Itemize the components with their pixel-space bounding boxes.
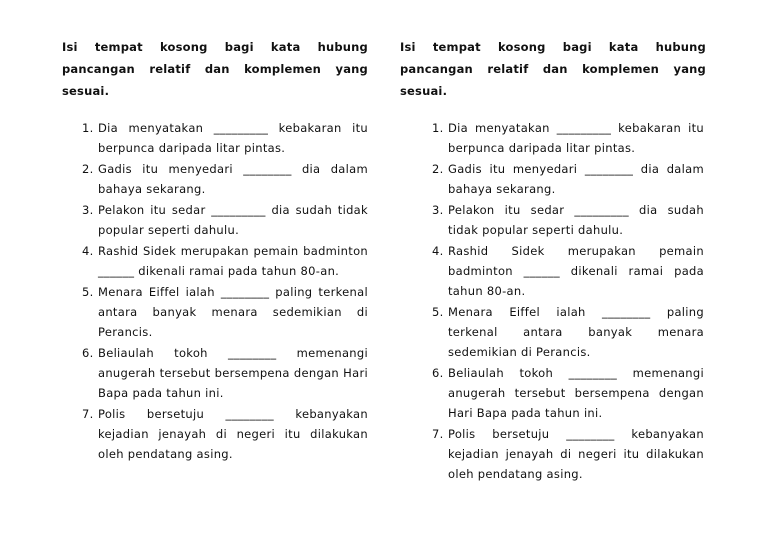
question-number: 3. [432,203,444,217]
instruction-title: Isi tempat kosong bagi kata hubung pancangan relatif dan komplemen yang sesuai. [400,40,706,98]
question-number: 1. [82,121,94,135]
question-text: Dia menyatakan _________ kebakaran itu berpunca daripada litar pintas. [448,121,704,155]
question-number: 7. [82,407,94,421]
instruction-title: Isi tempat kosong bagi kata hubung pancangan relatif dan komplemen yang sesuai. [62,40,368,98]
question-text: Gadis itu menyedari ________ dia dalam bahaya sekarang. [98,162,368,196]
question-item [82,343,368,403]
question-text: Dia menyatakan _________ kebakaran itu berpunca daripada litar pintas. [98,121,368,155]
question-text: Rashid Sidek merupakan pemain badminton ______ dikenali ramai pada tahun 80-an. [448,244,704,298]
question-text: Menara Eiffel ialah ________ paling terkenal antara banyak menara sedemikian di Perancis. [448,305,704,359]
question-text: Rashid Sidek merupakan pemain badminton ______ dikenali ramai pada tahun 80-an. [98,244,368,278]
question-number: 5. [82,285,94,299]
question-item [82,282,368,342]
question-number: 2. [82,162,94,176]
question-text: Polis bersetuju ________ kebanyakan kejadian jenayah di negeri itu dilakukan oleh pendatang asing. [98,407,368,461]
question-number: 5. [432,305,444,319]
question-item [82,200,368,240]
question-text: Menara Eiffel ialah ________ paling terkenal antara banyak menara sedemikian di Perancis. [98,285,368,339]
question-item [432,424,704,484]
question-text: Polis bersetuju ________ kebanyakan kejadian jenayah di negeri itu dilakukan oleh pendatang asing. [448,427,704,481]
question-item [432,118,704,158]
worksheet-right [400,36,706,481]
question-text: Pelakon itu sedar _________ dia sudah tidak popular seperti dahulu. [448,203,704,237]
question-number: 1. [432,121,444,135]
question-text: Gadis itu menyedari ________ dia dalam bahaya sekarang. [448,162,704,196]
question-item [432,302,704,362]
worksheet-left [62,36,368,461]
question-item [82,404,368,464]
question-text: Pelakon itu sedar _________ dia sudah tidak popular seperti dahulu. [98,203,368,237]
question-item [82,159,368,199]
question-text: Beliaulah tokoh ________ memenangi anugerah tersebut bersempena dengan Hari Bapa pada tahun ini. [448,366,704,420]
question-number: 6. [82,346,94,360]
question-list [432,118,704,485]
question-number: 4. [432,244,444,258]
question-item [432,159,704,199]
question-item [82,241,368,281]
question-item [432,363,704,423]
question-number: 6. [432,366,444,380]
question-text: Beliaulah tokoh ________ memenangi anugerah tersebut bersempena dengan Hari Bapa pada tahun ini. [98,346,368,400]
question-item [432,200,704,240]
question-number: 2. [432,162,444,176]
question-number: 7. [432,427,444,441]
question-number: 4. [82,244,94,258]
question-item [432,241,704,301]
question-number: 3. [82,203,94,217]
question-list [82,118,368,465]
question-item [82,118,368,158]
